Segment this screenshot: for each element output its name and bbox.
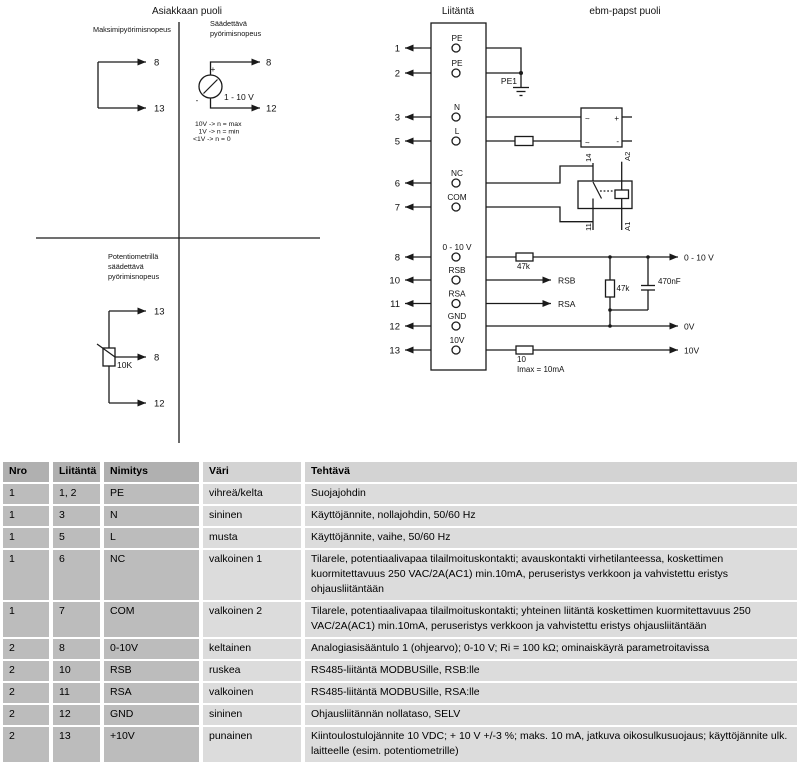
ebm-papst-section [501, 6, 714, 374]
cell-vari: musta [203, 528, 301, 548]
cell-nimitys: RSA [104, 683, 199, 703]
customer-side-title: Asiakkaan puoli [151, 6, 223, 17]
pin-label: RSB [448, 265, 466, 275]
pin-number: 2 [394, 68, 400, 80]
cell-nimitys: GND [104, 705, 199, 725]
cell-nro: 1 [3, 506, 49, 526]
max-speed-label: Maksimipyörimisnopeus [93, 25, 171, 34]
adjustable-label-1: Säädettävä [210, 19, 247, 28]
pin-label: 0 - 10 V [442, 242, 472, 252]
max-speed-terminal-8: 8 [154, 57, 160, 69]
terminal-table [0, 462, 800, 762]
cell-nimitys: COM [104, 602, 199, 637]
cell-nimitys: PE [104, 484, 199, 504]
pin-label: 10V [449, 335, 465, 345]
relay-coil [615, 190, 629, 199]
pin-label: PE [451, 58, 463, 68]
parallel-resistor-symbol [606, 280, 615, 297]
cell-tehtava: Käyttöjännite, nollajohdin, 50/60 Hz [305, 506, 797, 526]
rectifier-out-bottom: - [616, 137, 619, 146]
cell-tehtava: Suojajohdin [305, 484, 797, 504]
cell-vari: keltainen [203, 639, 301, 659]
cell-nimitys: NC [104, 550, 199, 600]
pin-number: 3 [394, 112, 400, 124]
source-range-label: 1 - 10 V [224, 92, 254, 102]
pin-label: NC [451, 168, 463, 178]
pin-numbers [389, 44, 400, 357]
rectifier-out-top: + [614, 114, 619, 123]
connector-title: Liitäntä [441, 6, 475, 17]
pot-label-2: säädettävä [108, 262, 144, 271]
pin-label: N [454, 102, 460, 112]
ebm-papst-title: ebm-papst puoli [589, 6, 661, 17]
output-resistor-symbol [516, 346, 533, 354]
series-resistor-value: 47k [517, 262, 530, 271]
cell-nro: 2 [3, 683, 49, 703]
adjustable-label-2: pyörimisnopeus [210, 29, 262, 38]
cell-nimitys: +10V [104, 727, 199, 762]
pe-ground [501, 71, 529, 96]
cell-tehtava: Ohjausliitännän nollataso, SELV [305, 705, 797, 725]
relay-coil-a2-label: A2 [623, 151, 632, 161]
col-header-vari: Väri [203, 462, 301, 482]
note-1v: 1V -> n = min [198, 128, 240, 136]
out-10v-label: 10V [684, 345, 700, 356]
source-plus-sign: + [210, 65, 216, 74]
cell-tehtava: Tilarele, potentiaalivapaa tilailmoituskontakti; avauskontakti virhetilanteessa, koskettimen kuormitettavuus 250 VAC/2A(AC1) min.10mA, peruseristys verkkoon ja vahvistettu eristys ohjausliitäntään [305, 550, 797, 600]
cell-vari: valkoinen [203, 683, 301, 703]
imax-label: Imax = 10mA [517, 365, 565, 374]
connector-section [389, 6, 678, 370]
rsb-label: RSB [558, 275, 576, 286]
cell-nimitys: 0-10V [104, 639, 199, 659]
cell-tehtava: Käyttöjännite, vaihe, 50/60 Hz [305, 528, 797, 548]
rectifier-in-bottom: ~ [585, 138, 590, 148]
pin-label: GND [447, 311, 467, 321]
potentiometer-diagram [97, 252, 165, 410]
cell-liitanta: 7 [53, 602, 100, 637]
col-header-tehtava: Tehtävä [305, 462, 797, 482]
pin-label: RSA [448, 288, 466, 299]
out-0v-label: 0V [684, 321, 695, 332]
cell-tehtava: RS485-liitäntä MODBUSille, RSA:lle [305, 683, 797, 703]
cell-liitanta: 3 [53, 506, 100, 526]
analog-input-network [516, 253, 681, 328]
col-header-liitanta: Liitäntä [53, 462, 100, 482]
cell-vari: sininen [203, 705, 301, 725]
pin-number: 5 [394, 136, 400, 148]
cell-nimitys: L [104, 528, 199, 548]
relay-coil-a1-label: A1 [623, 221, 632, 231]
pot-terminal-13: 13 [154, 306, 165, 318]
pin-label: L [454, 126, 460, 136]
pin-number: 6 [394, 178, 400, 190]
pin-number: 10 [389, 275, 400, 287]
rectifier [581, 108, 632, 148]
pin-label: PE [451, 33, 463, 43]
pe1-label: PE1 [500, 76, 517, 86]
cell-liitanta: 6 [53, 550, 100, 600]
cell-nimitys: RSB [104, 661, 199, 681]
series-resistor-symbol [516, 253, 533, 261]
cell-nro: 2 [3, 727, 49, 762]
customer-side-section [36, 6, 320, 443]
cell-tehtava: RS485-liitäntä MODBUSille, RSB:lle [305, 661, 797, 681]
cell-nro: 1 [3, 528, 49, 548]
col-header-nro: Nro [3, 462, 49, 482]
note-10v: 10V -> n = max [195, 121, 242, 128]
pot-label-3: pyörimisnopeus [108, 272, 160, 281]
cell-vari: valkoinen 1 [203, 550, 301, 600]
cell-liitanta: 1, 2 [53, 484, 100, 504]
cell-liitanta: 11 [53, 683, 100, 703]
cell-nro: 1 [3, 602, 49, 637]
status-relay [578, 152, 632, 231]
cell-tehtava: Kiintoulostulojännite 10 VDC; + 10 V +/-3 %; maks. 10 mA, jatkuva oikosulkusuojaus; käyttöjännite ulk. laitteelle (esim. potentiometrille) [305, 727, 797, 762]
source-minus-sign: - [195, 96, 199, 105]
pin-number: 8 [394, 252, 400, 264]
adjustable-terminal-12: 12 [266, 103, 277, 115]
rsa-label: RSA [558, 299, 576, 309]
pin-label: COM [447, 192, 467, 202]
cell-nro: 2 [3, 661, 49, 681]
pot-terminal-8: 8 [154, 352, 160, 364]
note-lt1v: <1V -> n = 0 [193, 136, 231, 143]
capacitor-value: 470nF [658, 277, 681, 286]
cell-liitanta: 5 [53, 528, 100, 548]
pot-label-1: Potentiometrillä [108, 252, 159, 261]
cell-liitanta: 12 [53, 705, 100, 725]
fuse-symbol [515, 137, 533, 146]
max-speed-terminal-13: 13 [154, 103, 165, 115]
cell-liitanta: 13 [53, 727, 100, 762]
col-header-nimitys: Nimitys [104, 462, 199, 482]
max-speed-diagram [93, 25, 171, 115]
pin-number: 13 [389, 345, 400, 357]
cell-nro: 1 [3, 484, 49, 504]
cell-nro: 2 [3, 639, 49, 659]
adjustable-terminal-8: 8 [266, 57, 272, 69]
potentiometer-value: 10K [117, 360, 133, 370]
signal-labels [558, 253, 714, 356]
cell-vari: sininen [203, 506, 301, 526]
cell-vari: vihreä/kelta [203, 484, 301, 504]
cell-tehtava: Tilarele, potentiaalivapaa tilailmoituskontakti; yhteinen liitäntä koskettimen kuormitettavuus 250 VAC/2A(AC1) min.10mA, peruseristys verkkoon ja vahvistettu eristys ohjausliitäntään [305, 602, 797, 637]
cell-vari: ruskea [203, 661, 301, 681]
pin-number: 12 [389, 321, 400, 333]
cell-liitanta: 8 [53, 639, 100, 659]
out-0-10v-label: 0 - 10 V [684, 252, 714, 263]
cell-vari: punainen [203, 727, 301, 762]
output-resistor-value: 10 [517, 355, 526, 364]
cell-tehtava: Analogiasisääntulo 1 (ohjearvo); 0-10 V; Ri = 100 kΩ; ominaiskäyrä parametroitavissa [305, 639, 797, 659]
pin-number: 1 [394, 43, 400, 55]
adjustable-speed-diagram [193, 19, 277, 143]
cell-vari: valkoinen 2 [203, 602, 301, 637]
pin-number: 11 [390, 299, 400, 310]
cell-nro: 2 [3, 705, 49, 725]
relay-pin-11-label: 11 [584, 223, 593, 231]
potentiometer-symbol [103, 348, 115, 366]
pot-terminal-12: 12 [154, 398, 165, 410]
pin-number: 7 [394, 202, 400, 214]
cell-nro: 1 [3, 550, 49, 600]
rectifier-in-top: ~ [585, 114, 590, 124]
cell-liitanta: 10 [53, 661, 100, 681]
cell-nimitys: N [104, 506, 199, 526]
relay-pin-14-label: 14 [584, 153, 593, 162]
parallel-resistor-value: 47k [616, 284, 630, 293]
